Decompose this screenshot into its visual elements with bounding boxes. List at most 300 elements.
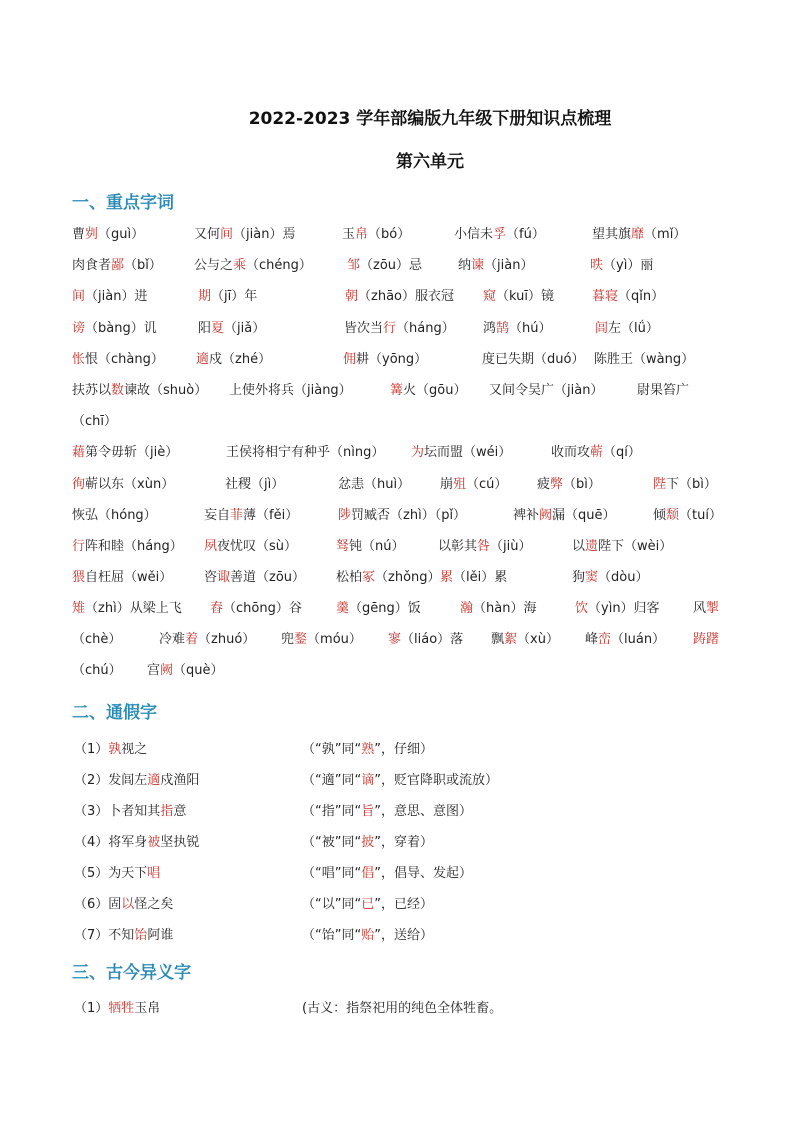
word-pinyin: （chéng）	[246, 258, 312, 273]
item-number: （6）	[74, 897, 109, 912]
word-highlight: 行	[383, 321, 397, 336]
word-highlight: 篝	[390, 383, 404, 398]
word-highlight: 絮	[504, 632, 518, 647]
word-pinyin: 罚臧否（zhì）（pǐ）	[351, 508, 467, 523]
word-highlight: 刿	[85, 227, 99, 242]
word-pinyin: （zhǒng）	[375, 570, 441, 585]
word-text: 宫	[147, 663, 161, 678]
key-word-item	[226, 442, 384, 464]
word-pinyin: 戍（zhé）	[209, 352, 272, 367]
key-word-item	[460, 598, 536, 620]
sentence-text: 将军身	[108, 835, 148, 850]
explanation-highlight: 谪	[361, 773, 375, 788]
explanation-highlight: 披	[361, 835, 375, 850]
key-word-item	[440, 474, 507, 496]
word-highlight: 阙	[539, 508, 553, 523]
word-highlight: 行	[72, 539, 86, 554]
sentence-text: 视之	[121, 742, 148, 757]
word-text: 恢弘（hóng）	[72, 508, 157, 523]
word-pinyin: （tuí）	[679, 508, 722, 523]
item-number: （2）	[74, 773, 109, 788]
key-word-item	[537, 474, 601, 496]
sentence-text: 固	[108, 897, 122, 912]
key-word-item	[72, 349, 164, 371]
key-word-item	[72, 411, 117, 433]
key-word-item	[483, 318, 552, 340]
key-word-item	[72, 442, 178, 464]
key-word-item	[513, 505, 616, 527]
item-number: （3）	[74, 804, 109, 819]
word-highlight: 着	[185, 632, 199, 647]
word-pinyin: （jiù）	[490, 539, 532, 554]
word-highlight: 冢	[362, 570, 376, 585]
word-text: 阳	[198, 321, 212, 336]
word-highlight: 鍪	[294, 632, 308, 647]
word-text: 兜	[281, 632, 295, 647]
key-word-item	[343, 349, 427, 371]
explanation-highlight: 贻	[361, 928, 375, 943]
sentence-highlight: 適	[147, 773, 161, 788]
key-word-item	[336, 567, 441, 589]
word-pinyin: （chōng）谷	[223, 601, 302, 616]
word-pinyin: （fú）	[506, 227, 545, 242]
key-word-item	[390, 380, 466, 402]
word-highlight: 鄙	[111, 258, 125, 273]
key-word-item	[72, 380, 207, 402]
sentence-text: 坚执锐	[160, 835, 200, 850]
word-pinyin: （zhāo）服衣冠	[358, 289, 454, 304]
word-highlight: 雉	[72, 601, 86, 616]
word-highlight: 怅	[72, 352, 86, 367]
key-word-item	[342, 224, 410, 246]
word-pinyin: 第令毋斩（jiè）	[85, 445, 179, 460]
word-pinyin: （jiàn）	[484, 258, 534, 273]
word-text: 疲	[537, 477, 551, 492]
word-highlight: 闾	[595, 321, 609, 336]
word-highlight: 猥	[72, 570, 86, 585]
word-text: （chú）	[72, 663, 122, 678]
gujin-explanation	[302, 997, 502, 1016]
word-text: 收而攻	[551, 445, 591, 460]
key-word-item	[72, 224, 144, 246]
item-number: （4）	[74, 835, 109, 850]
key-word-item	[693, 629, 719, 651]
sentence-text: 怪之矣	[134, 897, 174, 912]
word-pinyin: （jiǎ）	[224, 321, 266, 336]
word-text: 尉果笞广	[637, 383, 690, 398]
explanation-text: (古义：指祭祀用的纯色全体牲畜。	[302, 1001, 503, 1016]
word-text: 扶苏以	[72, 383, 112, 398]
word-highlight: 咎	[477, 539, 491, 554]
word-pinyin: （móu）	[307, 632, 362, 647]
key-word-item	[592, 286, 664, 308]
item-number: （1）	[74, 742, 109, 757]
word-highlight: 瀚	[460, 601, 474, 616]
key-word-item	[198, 318, 265, 340]
word-highlight: 昳	[590, 258, 604, 273]
sentence-highlight: 唱	[147, 866, 161, 881]
word-pinyin: 耕（yōng）	[356, 352, 428, 367]
key-word-item	[491, 629, 559, 651]
word-pinyin: 自枉屈（wěi）	[85, 570, 173, 585]
key-word-item	[347, 255, 422, 277]
tongjia-sentence	[74, 831, 199, 850]
item-number: （5）	[74, 866, 109, 881]
word-highlight: 谏	[471, 258, 485, 273]
key-word-item	[489, 380, 603, 402]
word-text: 曹	[72, 227, 86, 242]
word-text: 咨	[204, 570, 218, 585]
word-pinyin: （liáo）落	[401, 632, 464, 647]
key-word-item	[693, 598, 719, 620]
key-word-item	[653, 474, 717, 496]
explanation-text: ”，穿着）	[374, 835, 433, 850]
explanation-highlight: 旨	[361, 804, 375, 819]
word-text: 以	[572, 539, 586, 554]
key-word-item	[225, 474, 284, 496]
word-pinyin: （xù）	[517, 632, 559, 647]
key-word-item	[72, 598, 182, 620]
tongjia-sentence	[74, 893, 173, 912]
word-highlight: 朝	[345, 289, 359, 304]
word-highlight: 期	[198, 289, 212, 304]
word-text: 公与之	[194, 258, 234, 273]
word-highlight: 佣	[343, 352, 357, 367]
word-highlight: 数	[111, 383, 125, 398]
key-word-item	[458, 255, 533, 277]
tongjia-explanation	[302, 862, 472, 881]
unit-title: 第六单元	[396, 152, 464, 172]
word-pinyin: （háng）	[396, 321, 455, 336]
word-highlight: 寥	[388, 632, 402, 647]
sentence-text: 不知	[108, 928, 135, 943]
word-highlight: 乘	[233, 258, 247, 273]
word-pinyin: （bì）	[563, 477, 601, 492]
word-pinyin: （bǐ）	[124, 258, 162, 273]
key-word-item	[590, 255, 653, 277]
key-word-item	[440, 567, 507, 589]
word-highlight: 遗	[585, 539, 599, 554]
word-pinyin: （mǐ）	[644, 227, 687, 242]
word-text: 又间令吴广（jiàn）	[489, 383, 604, 398]
tongjia-explanation	[302, 893, 433, 912]
key-word-item	[72, 318, 157, 340]
key-word-item	[594, 349, 694, 371]
key-word-item	[592, 224, 686, 246]
word-text: （chè）	[72, 632, 122, 647]
explanation-text: ”，贬官降职或流放）	[374, 773, 498, 788]
section-heading-tongjia: 二、通假字	[72, 703, 157, 723]
key-word-item	[72, 660, 122, 682]
word-text: 鸿	[483, 321, 497, 336]
key-word-item	[551, 442, 641, 464]
word-highlight: 邹	[347, 258, 361, 273]
word-highlight: 適	[196, 352, 210, 367]
word-text: 裨补	[513, 508, 540, 523]
sentence-highlight: 孰	[108, 742, 122, 757]
key-word-item	[637, 380, 689, 402]
word-pinyin: 阵和睦（háng）	[85, 539, 183, 554]
word-highlight: 殂	[453, 477, 467, 492]
word-text: 玉	[342, 227, 356, 242]
word-text: 妄自	[204, 508, 231, 523]
word-highlight: 孚	[493, 227, 507, 242]
word-text: 纳	[458, 258, 472, 273]
word-pinyin: （zhì）从梁上飞	[85, 601, 182, 616]
word-pinyin: （bó）	[368, 227, 411, 242]
key-word-item	[345, 286, 454, 308]
word-text: （chī）	[72, 414, 117, 429]
explanation-text: （“被”同“	[302, 835, 362, 850]
word-text: 社稷（jì）	[225, 477, 285, 492]
word-highlight: 间	[72, 289, 86, 304]
sentence-highlight: 以	[121, 897, 135, 912]
explanation-highlight: 倡	[361, 866, 375, 881]
word-pinyin: （hàn）海	[473, 601, 537, 616]
sentence-text: 卜者知其	[108, 804, 161, 819]
word-pinyin: 漏（quē）	[552, 508, 616, 523]
word-pinyin: 火（gōu）	[403, 383, 467, 398]
word-pinyin: 下（bì）	[666, 477, 717, 492]
word-pinyin: （hú）	[509, 321, 552, 336]
tongjia-explanation	[302, 831, 433, 850]
sentence-highlight: 指	[160, 804, 174, 819]
word-pinyin: （qí）	[603, 445, 641, 460]
key-word-item	[72, 505, 157, 527]
key-word-item	[572, 567, 648, 589]
word-highlight: 窥	[483, 289, 497, 304]
word-highlight: 夙	[204, 539, 218, 554]
explanation-text: （“唱”同“	[302, 866, 362, 881]
word-text: 冷难	[159, 632, 186, 647]
word-highlight: 蕲	[590, 445, 604, 460]
explanation-text: （“指”同“	[302, 804, 362, 819]
key-word-item	[483, 286, 554, 308]
section-heading-gujin: 三、古今异义字	[72, 963, 191, 983]
word-pinyin: 薄（fěi）	[243, 508, 299, 523]
word-pinyin: 左（lǘ）	[608, 321, 659, 336]
key-word-item	[72, 286, 147, 308]
word-highlight: 峦	[598, 632, 612, 647]
word-text: 王侯将相宁有种乎（nìng）	[226, 445, 385, 460]
key-word-item	[147, 660, 224, 682]
word-pinyin: （gēng）饭	[349, 601, 421, 616]
word-highlight: 陟	[338, 508, 352, 523]
word-pinyin: 夜忧叹（sù）	[217, 539, 298, 554]
word-pinyin: 恨（chàng）	[85, 352, 164, 367]
key-word-item	[585, 629, 665, 651]
word-text: 以彰其	[438, 539, 478, 554]
key-word-item	[229, 380, 352, 402]
key-word-item	[388, 629, 463, 651]
key-word-item	[336, 598, 421, 620]
word-text: 又何	[194, 227, 221, 242]
word-pinyin: （yì）丽	[603, 258, 654, 273]
word-pinyin: （jiàn）进	[85, 289, 148, 304]
key-word-item	[204, 505, 298, 527]
explanation-text: （“孰”同“	[302, 742, 362, 757]
word-highlight: 靡	[631, 227, 645, 242]
word-highlight: 帛	[355, 227, 369, 242]
sentence-highlight: 饴	[134, 928, 148, 943]
key-word-item	[454, 224, 545, 246]
key-word-item	[653, 505, 722, 527]
word-pinyin: （yìn）归客	[588, 601, 660, 616]
word-text: 峰	[585, 632, 599, 647]
key-word-item	[194, 255, 312, 277]
key-word-item	[411, 442, 511, 464]
word-pinyin: 谏故（shuò）	[124, 383, 208, 398]
sentence-text: 意	[173, 804, 187, 819]
tongjia-sentence	[74, 738, 147, 757]
key-word-item	[196, 349, 271, 371]
tongjia-sentence	[74, 769, 199, 788]
word-pinyin: 蕲以东（xùn）	[85, 477, 175, 492]
word-highlight: 阙	[160, 663, 174, 678]
word-highlight: 驽	[336, 539, 350, 554]
word-text: 崩	[440, 477, 454, 492]
word-pinyin: （cú）	[466, 477, 508, 492]
word-pinyin: 坛而盟（wéi）	[424, 445, 512, 460]
word-pinyin: （guì）	[98, 227, 145, 242]
word-text: 陈胜王（wàng）	[594, 352, 695, 367]
explanation-highlight: 已	[361, 897, 375, 912]
key-word-item	[482, 349, 584, 371]
word-highlight: 夏	[211, 321, 225, 336]
word-text: 上使外将兵（jiàng）	[229, 383, 352, 398]
sentence-text: 为天下	[108, 866, 148, 881]
explanation-text: （“以”同“	[302, 897, 362, 912]
key-word-item	[572, 536, 672, 558]
explanation-text: （“饴”同“	[302, 928, 362, 943]
tongjia-sentence	[74, 800, 186, 819]
explanation-highlight: 熟	[361, 742, 375, 757]
key-word-item	[204, 536, 297, 558]
tongjia-sentence	[74, 924, 173, 943]
word-pinyin: （lěi）累	[453, 570, 508, 585]
key-word-item	[338, 474, 410, 496]
explanation-text: ”，意思、意图）	[374, 804, 472, 819]
word-pinyin: （zōu）忌	[360, 258, 423, 273]
word-pinyin: （luán）	[611, 632, 666, 647]
word-pinyin: （bàng）讥	[85, 321, 157, 336]
word-highlight: 暮寝	[592, 289, 619, 304]
word-highlight: 藉	[72, 445, 86, 460]
tongjia-explanation	[302, 769, 498, 788]
word-text: 忿恚（huì）	[338, 477, 411, 492]
word-pinyin: （kuī）镜	[496, 289, 554, 304]
explanation-text: ”，仔细）	[374, 742, 433, 757]
word-text: 小信未	[454, 227, 494, 242]
section-heading-key-words: 一、重点字词	[72, 193, 174, 213]
word-highlight: 诹	[217, 570, 231, 585]
key-word-item	[72, 536, 183, 558]
word-highlight: 踌躇	[693, 632, 720, 647]
word-highlight: 间	[220, 227, 234, 242]
key-word-item	[595, 318, 659, 340]
sentence-text: 戍渔阳	[160, 773, 200, 788]
word-highlight: 谤	[72, 321, 86, 336]
word-highlight: 窦	[585, 570, 599, 585]
key-word-item	[72, 255, 162, 277]
explanation-text: ”，倡导、发起）	[374, 866, 472, 881]
word-text: 飘	[491, 632, 505, 647]
word-highlight: 鹄	[496, 321, 510, 336]
key-word-item	[344, 318, 455, 340]
word-text: 肉食者	[72, 258, 112, 273]
word-highlight: 舂	[210, 601, 224, 616]
sentence-highlight: 牺牲	[108, 1001, 135, 1016]
explanation-text: （“適”同“	[302, 773, 362, 788]
key-word-item	[204, 567, 305, 589]
word-highlight: 菲	[230, 508, 244, 523]
word-highlight: 累	[440, 570, 454, 585]
sentence-text: 发闾左	[108, 773, 148, 788]
word-highlight: 弊	[550, 477, 564, 492]
word-text: 皆次当	[344, 321, 384, 336]
word-text: 松柏	[336, 570, 363, 585]
word-highlight: 徇	[72, 477, 86, 492]
word-text: 度已失期（duó）	[482, 352, 585, 367]
word-highlight: 饮	[575, 601, 589, 616]
word-text: 风	[693, 601, 707, 616]
explanation-text: ”，已经）	[374, 897, 433, 912]
key-word-item	[72, 474, 174, 496]
tongjia-explanation	[302, 738, 433, 757]
sentence-text: 玉帛	[134, 1001, 161, 1016]
tongjia-sentence	[74, 862, 160, 881]
word-highlight: 颓	[666, 508, 680, 523]
tongjia-explanation	[302, 924, 433, 943]
word-pinyin: （dòu）	[598, 570, 649, 585]
key-word-item	[210, 598, 302, 620]
word-highlight: 掣	[706, 601, 720, 616]
key-word-item	[72, 629, 121, 651]
word-pinyin: （jiàn）焉	[233, 227, 296, 242]
word-highlight: 陛	[653, 477, 667, 492]
sentence-text: 阿谁	[147, 928, 174, 943]
word-pinyin: 陛下（wèi）	[598, 539, 673, 554]
word-text: 望其旗	[592, 227, 632, 242]
word-text: 狗	[572, 570, 586, 585]
item-number: （7）	[74, 928, 109, 943]
gujin-sentence	[74, 997, 160, 1016]
word-text: 倾	[653, 508, 667, 523]
key-word-item	[281, 629, 362, 651]
key-word-item	[338, 505, 466, 527]
key-word-item	[194, 224, 295, 246]
document-title: 2022-2023 学年部编版九年级下册知识点梳理	[248, 109, 612, 129]
word-highlight: 为	[411, 445, 425, 460]
word-pinyin: （qǐn）	[618, 289, 665, 304]
sentence-highlight: 被	[147, 835, 161, 850]
tongjia-explanation	[302, 800, 472, 819]
word-pinyin: 善道（zōu）	[230, 570, 306, 585]
item-number: （1）	[74, 1001, 109, 1016]
word-pinyin: （jī）年	[211, 289, 258, 304]
key-word-item	[72, 567, 172, 589]
word-pinyin: （zhuó）	[198, 632, 256, 647]
word-highlight: 羹	[336, 601, 350, 616]
key-word-item	[575, 598, 660, 620]
key-word-item	[159, 629, 255, 651]
key-word-item	[438, 536, 532, 558]
word-pinyin: 钝（nú）	[349, 539, 405, 554]
key-word-item	[198, 286, 257, 308]
key-word-item	[336, 536, 405, 558]
word-pinyin: （què）	[173, 663, 224, 678]
explanation-text: ”，送给）	[374, 928, 433, 943]
